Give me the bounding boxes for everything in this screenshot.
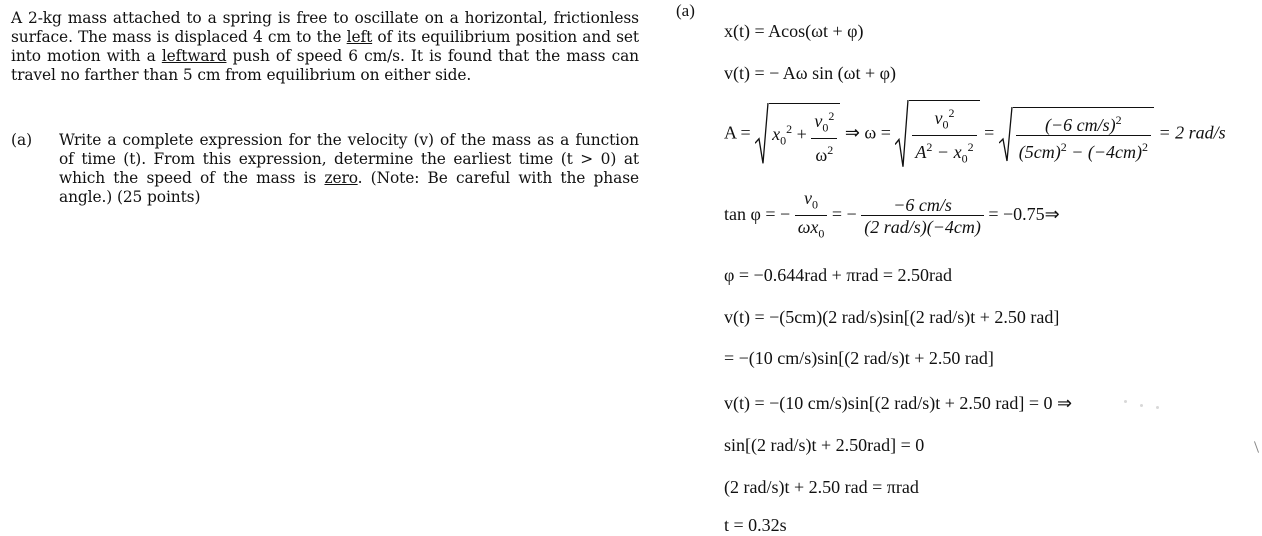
omega-frac-v: v	[934, 108, 943, 128]
sqrt-numeric	[999, 107, 1154, 163]
omega-frac-x-sup: 2	[967, 139, 974, 154]
amp-frac-omega-sup: 2	[827, 142, 834, 157]
tanphi-frac1-num: v	[804, 188, 813, 208]
question-text-1: Write a complete expression for the velocity (v) of the mass as a function of time (t). From this expression, determine the earliest time (t > 0) at which the speed of the mass is	[59, 131, 639, 187]
tanphi-frac1-den: ωx	[797, 216, 819, 237]
problem-text-2: of its equilibrium position and set into motion with a	[11, 28, 639, 65]
tanphi-mid: = −	[831, 204, 857, 225]
equation-sine-zero: sin[(2 rad/s)t + 2.50rad] = 0	[724, 435, 925, 455]
numeric-frac-den-b: − (−4cm)	[1066, 141, 1142, 162]
equation-amplitude-omega	[724, 100, 1226, 169]
equation-velocity-specific: v(t) = −(5cm)(2 rad/s)sin[(2 rad/s)t + 2.50 rad]	[724, 307, 1060, 327]
omega-frac-x-sub: 0	[961, 151, 968, 166]
question-part-a-label: (a)	[11, 131, 33, 149]
radical-sign-icon	[895, 100, 909, 169]
omega-frac-a-sup: 2	[926, 139, 933, 154]
tanphi-result: = −0.75⇒	[988, 204, 1060, 225]
tanphi-fraction-2	[861, 195, 984, 238]
numeric-frac-num: (−6 cm/s)	[1045, 114, 1116, 135]
omega-result: = 2 rad/s	[1158, 122, 1226, 143]
numeric-fraction	[1016, 110, 1151, 163]
amp-frac-omega: ω	[815, 144, 828, 165]
amp-frac-v-sub: 0	[822, 120, 829, 135]
problem-text-1: A 2-kg mass attached to a spring is free to oscillate on a horizontal, frictionless surface. The mass is displaced 4 cm to the	[11, 9, 639, 46]
numeric-frac-den-a: (5cm)	[1018, 141, 1061, 162]
omega-frac-v-sub: 0	[942, 117, 949, 132]
amp-plus: +	[796, 124, 807, 145]
tanphi-frac1-den-sub: 0	[818, 226, 825, 241]
omega-fraction	[912, 103, 976, 169]
amp-frac-v: v	[814, 111, 823, 132]
equation-argument-pi: (2 rad/s)t + 2.50 rad = πrad	[724, 477, 919, 497]
amp-lhs: A =	[724, 122, 751, 143]
problem-underlined-left: left	[346, 28, 373, 46]
omega-frac-a: A	[915, 141, 927, 162]
sqrt-omega	[895, 100, 979, 169]
equation-position: x(t) = Acos(ωt + φ)	[724, 21, 864, 41]
numeric-frac-den-b-sup: 2	[1141, 139, 1148, 154]
equation-velocity-zero: v(t) = −(10 cm/s)sin[(2 rad/s)t + 2.50 rad] = 0 ⇒	[724, 393, 1073, 413]
tanphi-lhs: tan φ = −	[724, 204, 791, 225]
implies-omega: ⇒ ω =	[844, 122, 891, 143]
solution-label: (a)	[676, 1, 695, 20]
equation-time-result: t = 0.32s	[724, 515, 787, 535]
equation-tan-phi	[724, 188, 1060, 244]
scan-mark	[1254, 441, 1259, 453]
amp-x: x	[772, 124, 781, 145]
scan-speck	[1124, 400, 1127, 403]
amp-frac-v-sup: 2	[828, 109, 835, 124]
amp-x-sup: 2	[786, 122, 793, 137]
numeric-frac-num-sup: 2	[1115, 112, 1122, 127]
scan-speck	[1156, 406, 1159, 409]
question-underlined-zero: zero	[324, 169, 358, 187]
omega-equals: =	[984, 122, 995, 143]
radical-sign-icon	[755, 103, 769, 166]
numeric-frac-den-a-sup: 2	[1060, 139, 1067, 154]
problem-underlined-leftward: leftward	[161, 47, 227, 65]
omega-frac-v-sup: 2	[948, 106, 955, 120]
amp-fraction	[811, 106, 837, 166]
equation-velocity-general: v(t) = − Aω sin (ωt + φ)	[724, 63, 897, 83]
omega-frac-minus-x: − x	[936, 141, 962, 162]
radical-sign-icon	[999, 107, 1013, 163]
tanphi-frac2-num: −6 cm/s	[893, 194, 952, 215]
problem-statement	[11, 9, 639, 85]
amp-x-sub: 0	[780, 133, 787, 148]
problem-text-3: push of speed 6 cm/s. It is found that the mass can travel no farther than 5 cm from equilibrium on either side.	[11, 47, 639, 84]
equation-velocity-simplified: = −(10 cm/s)sin[(2 rad/s)t + 2.50 rad]	[724, 348, 994, 368]
tanphi-frac2-den: (2 rad/s)(−4cm)	[864, 216, 981, 237]
question-text-2: . (Note: Be careful with the phase angle.) (25 points)	[59, 169, 639, 206]
question-part-a-text	[59, 131, 639, 207]
equation-phase: φ = −0.644rad + πrad = 2.50rad	[724, 265, 953, 285]
tanphi-fraction-1	[795, 188, 828, 244]
tanphi-frac1-num-sub: 0	[812, 197, 819, 212]
sqrt-amplitude	[755, 103, 840, 166]
scan-speck	[1140, 404, 1143, 407]
